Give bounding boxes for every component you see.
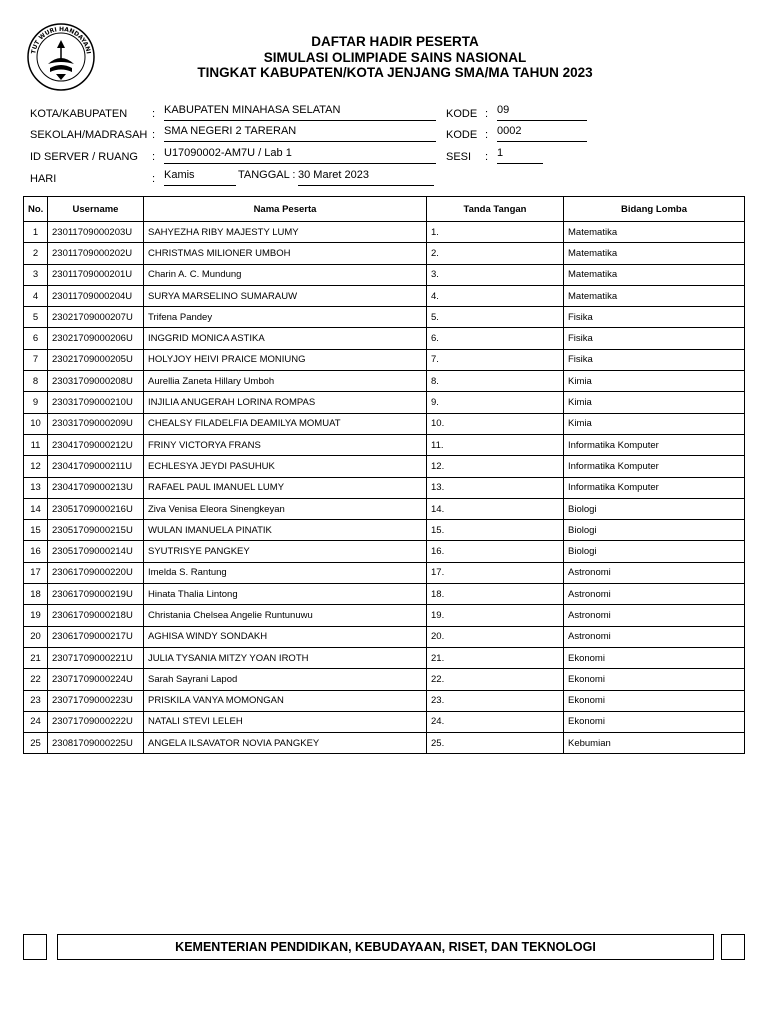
title-line-1: DAFTAR HADIR PESERTA — [311, 34, 479, 49]
cell-bidang-lomba: Informatika Komputer — [564, 434, 745, 455]
cell-tanda-tangan: 16. — [427, 541, 564, 562]
cell-tanda-tangan: 25. — [427, 733, 564, 754]
cell-bidang-lomba: Matematika — [564, 285, 745, 306]
cell-no: 8 — [24, 371, 48, 392]
cell-no: 10 — [24, 413, 48, 434]
cell-no: 9 — [24, 392, 48, 413]
table-row — [24, 349, 745, 370]
cell-username: 23071709000221U — [48, 647, 144, 668]
cell-bidang-lomba: Ekonomi — [564, 711, 745, 732]
cell-tanda-tangan: 5. — [427, 307, 564, 328]
header-nama-peserta: Nama Peserta — [144, 197, 427, 222]
cell-tanda-tangan: 21. — [427, 647, 564, 668]
tanggal-value: 30 Maret 2023 — [298, 169, 434, 186]
table-row — [24, 285, 745, 306]
cell-tanda-tangan: 8. — [427, 371, 564, 392]
cell-bidang-lomba: Biologi — [564, 498, 745, 519]
table-row — [24, 520, 745, 541]
table-row — [24, 690, 745, 711]
table-row — [24, 307, 745, 328]
kode2-value: 0002 — [497, 125, 587, 142]
footer-box-right — [721, 934, 745, 960]
cell-nama-peserta: Hinata Thalia Lintong — [144, 584, 427, 605]
cell-username: 23011709000204U — [48, 285, 144, 306]
cell-nama-peserta: RAFAEL PAUL IMANUEL LUMY — [144, 477, 427, 498]
cell-bidang-lomba: Ekonomi — [564, 647, 745, 668]
cell-nama-peserta: SAHYEZHA RIBY MAJESTY LUMY — [144, 222, 427, 243]
header-tanda-tangan: Tanda Tangan — [427, 197, 564, 222]
table-row — [24, 434, 745, 455]
cell-tanda-tangan: 17. — [427, 562, 564, 583]
cell-bidang-lomba: Astronomi — [564, 562, 745, 583]
colon: : — [152, 151, 156, 163]
cell-username: 23041709000212U — [48, 434, 144, 455]
cell-username: 23071709000224U — [48, 669, 144, 690]
cell-bidang-lomba: Fisika — [564, 328, 745, 349]
tanggal-label: TANGGAL : — [238, 169, 296, 181]
colon: : — [152, 129, 156, 141]
cell-username: 23081709000225U — [48, 733, 144, 754]
cell-tanda-tangan: 11. — [427, 434, 564, 455]
sekolah-value: SMA NEGERI 2 TARERAN — [164, 125, 436, 142]
cell-nama-peserta: ECHLESYA JEYDI PASUHUK — [144, 456, 427, 477]
cell-no: 24 — [24, 711, 48, 732]
table-row — [24, 605, 745, 626]
cell-nama-peserta: Sarah Sayrani Lapod — [144, 669, 427, 690]
cell-nama-peserta: AGHISA WINDY SONDAKH — [144, 626, 427, 647]
cell-tanda-tangan: 3. — [427, 264, 564, 285]
cell-tanda-tangan: 13. — [427, 477, 564, 498]
cell-tanda-tangan: 7. — [427, 349, 564, 370]
cell-tanda-tangan: 24. — [427, 711, 564, 732]
cell-nama-peserta: HOLYJOY HEIVI PRAICE MONIUNG — [144, 349, 427, 370]
cell-tanda-tangan: 14. — [427, 498, 564, 519]
cell-no: 7 — [24, 349, 48, 370]
table-row — [24, 498, 745, 519]
header-bidang-lomba: Bidang Lomba — [564, 197, 745, 222]
cell-bidang-lomba: Fisika — [564, 307, 745, 328]
cell-username: 23011709000201U — [48, 264, 144, 285]
cell-no: 5 — [24, 307, 48, 328]
cell-nama-peserta: Charin A. C. Mundung — [144, 264, 427, 285]
cell-nama-peserta: SURYA MARSELINO SUMARAUW — [144, 285, 427, 306]
kode1-value: 09 — [497, 104, 587, 121]
table-row — [24, 477, 745, 498]
cell-bidang-lomba: Kimia — [564, 413, 745, 434]
colon: : — [485, 151, 489, 163]
cell-nama-peserta: INJILIA ANUGERAH LORINA ROMPAS — [144, 392, 427, 413]
cell-bidang-lomba: Astronomi — [564, 605, 745, 626]
kota-label: KOTA/KABUPATEN — [30, 108, 128, 120]
cell-bidang-lomba: Astronomi — [564, 584, 745, 605]
cell-username: 23031709000209U — [48, 413, 144, 434]
cell-nama-peserta: Trifena Pandey — [144, 307, 427, 328]
cell-no: 25 — [24, 733, 48, 754]
cell-username: 23051709000215U — [48, 520, 144, 541]
table-row — [24, 264, 745, 285]
footer-box-left — [23, 934, 47, 960]
cell-username: 23061709000218U — [48, 605, 144, 626]
title-line-2: SIMULASI OLIMPIADE SAINS NASIONAL — [263, 49, 527, 65]
cell-no: 1 — [24, 222, 48, 243]
cell-bidang-lomba: Informatika Komputer — [564, 456, 745, 477]
cell-bidang-lomba: Astronomi — [564, 626, 745, 647]
server-label: ID SERVER / RUANG — [30, 151, 138, 163]
cell-nama-peserta: FRINY VICTORYA FRANS — [144, 434, 427, 455]
table-row — [24, 711, 745, 732]
cell-username: 23071709000222U — [48, 711, 144, 732]
cell-nama-peserta: JULIA TYSANIA MITZY YOAN IROTH — [144, 647, 427, 668]
cell-username: 23041709000213U — [48, 477, 144, 498]
cell-no: 21 — [24, 647, 48, 668]
cell-no: 23 — [24, 690, 48, 711]
cell-no: 19 — [24, 605, 48, 626]
cell-tanda-tangan: 10. — [427, 413, 564, 434]
cell-no: 18 — [24, 584, 48, 605]
cell-bidang-lomba: Biologi — [564, 541, 745, 562]
cell-nama-peserta: SYUTRISYE PANGKEY — [144, 541, 427, 562]
cell-tanda-tangan: 2. — [427, 243, 564, 264]
hari-value: Kamis — [164, 169, 236, 186]
table-row — [24, 647, 745, 668]
svg-text:TUT WURI HANDAYANI: TUT WURI HANDAYANI — [30, 25, 92, 55]
kota-value: KABUPATEN MINAHASA SELATAN — [164, 104, 436, 121]
cell-no: 16 — [24, 541, 48, 562]
cell-bidang-lomba: Kimia — [564, 371, 745, 392]
table-row — [24, 562, 745, 583]
cell-bidang-lomba: Biologi — [564, 520, 745, 541]
title-line-3: TINGKAT KABUPATEN/KOTA JENJANG SMA/MA TAHUN 2023 — [197, 65, 593, 80]
cell-no: 14 — [24, 498, 48, 519]
table-row — [24, 413, 745, 434]
cell-no: 4 — [24, 285, 48, 306]
table-row — [24, 733, 745, 754]
info-row-hari — [30, 169, 600, 189]
table-row — [24, 392, 745, 413]
sesi-label: SESI — [446, 151, 472, 163]
cell-bidang-lomba: Ekonomi — [564, 669, 745, 690]
cell-username: 23041709000211U — [48, 456, 144, 477]
cell-username: 23031709000208U — [48, 371, 144, 392]
cell-nama-peserta: PRISKILA VANYA MOMONGAN — [144, 690, 427, 711]
cell-username: 23071709000223U — [48, 690, 144, 711]
cell-tanda-tangan: 4. — [427, 285, 564, 306]
table-row — [24, 222, 745, 243]
cell-username: 23031709000210U — [48, 392, 144, 413]
cell-no: 12 — [24, 456, 48, 477]
cell-bidang-lomba: Informatika Komputer — [564, 477, 745, 498]
cell-tanda-tangan: 20. — [427, 626, 564, 647]
cell-tanda-tangan: 22. — [427, 669, 564, 690]
cell-tanda-tangan: 19. — [427, 605, 564, 626]
cell-tanda-tangan: 1. — [427, 222, 564, 243]
document-titles — [130, 34, 660, 81]
footer-ministry: KEMENTERIAN PENDIDIKAN, KEBUDAYAAN, RISET, DAN TEKNOLOGI — [57, 934, 714, 960]
hari-label: HARI — [30, 173, 57, 185]
table-row — [24, 626, 745, 647]
cell-bidang-lomba: Kebumian — [564, 733, 745, 754]
table-row — [24, 669, 745, 690]
server-value: U17090002-AM7U / Lab 1 — [164, 147, 436, 164]
cell-bidang-lomba: Fisika — [564, 349, 745, 370]
cell-username: 23061709000220U — [48, 562, 144, 583]
cell-bidang-lomba: Matematika — [564, 222, 745, 243]
cell-bidang-lomba: Matematika — [564, 243, 745, 264]
cell-no: 6 — [24, 328, 48, 349]
cell-nama-peserta: Aurellia Zaneta Hillary Umboh — [144, 371, 427, 392]
sesi-value: 1 — [497, 147, 543, 164]
table-row — [24, 328, 745, 349]
cell-nama-peserta: INGGRID MONICA ASTIKA — [144, 328, 427, 349]
cell-username: 23061709000219U — [48, 584, 144, 605]
cell-username: 23011709000202U — [48, 243, 144, 264]
cell-tanda-tangan: 18. — [427, 584, 564, 605]
cell-tanda-tangan: 9. — [427, 392, 564, 413]
info-row-sekolah — [30, 125, 600, 145]
cell-nama-peserta: NATALI STEVI LELEH — [144, 711, 427, 732]
cell-username: 23061709000217U — [48, 626, 144, 647]
cell-no: 22 — [24, 669, 48, 690]
cell-nama-peserta: CHRISTMAS MILIONER UMBOH — [144, 243, 427, 264]
cell-nama-peserta: CHEALSY FILADELFIA DEAMILYA MOMUAT — [144, 413, 427, 434]
cell-tanda-tangan: 23. — [427, 690, 564, 711]
attendance-table — [23, 196, 745, 754]
cell-username: 23021709000207U — [48, 307, 144, 328]
kode1-label: KODE — [446, 108, 478, 120]
cell-username: 23051709000216U — [48, 498, 144, 519]
cell-tanda-tangan: 12. — [427, 456, 564, 477]
cell-nama-peserta: Imelda S. Rantung — [144, 562, 427, 583]
cell-username: 23021709000205U — [48, 349, 144, 370]
cell-tanda-tangan: 15. — [427, 520, 564, 541]
cell-username: 23051709000214U — [48, 541, 144, 562]
cell-bidang-lomba: Matematika — [564, 264, 745, 285]
table-row — [24, 371, 745, 392]
cell-no: 20 — [24, 626, 48, 647]
colon: : — [485, 129, 489, 141]
cell-bidang-lomba: Ekonomi — [564, 690, 745, 711]
cell-no: 3 — [24, 264, 48, 285]
cell-no: 17 — [24, 562, 48, 583]
cell-nama-peserta: Ziva Venisa Eleora Sinengkeyan — [144, 498, 427, 519]
cell-bidang-lomba: Kimia — [564, 392, 745, 413]
cell-no: 2 — [24, 243, 48, 264]
table-row — [24, 456, 745, 477]
table-header-row — [24, 197, 745, 222]
colon: : — [485, 108, 489, 120]
colon: : — [152, 108, 156, 120]
cell-no: 15 — [24, 520, 48, 541]
header-no: No. — [24, 197, 48, 222]
cell-no: 11 — [24, 434, 48, 455]
table-row — [24, 541, 745, 562]
cell-nama-peserta: Christania Chelsea Angelie Runtunuwu — [144, 605, 427, 626]
table-row — [24, 584, 745, 605]
table-row — [24, 243, 745, 264]
info-row-server — [30, 147, 600, 167]
cell-no: 13 — [24, 477, 48, 498]
colon: : — [152, 173, 156, 185]
tut-wuri-handayani-logo — [26, 22, 96, 92]
info-row-kota — [30, 104, 600, 124]
cell-username: 23021709000206U — [48, 328, 144, 349]
cell-nama-peserta: ANGELA ILSAVATOR NOVIA PANGKEY — [144, 733, 427, 754]
header-username: Username — [48, 197, 144, 222]
cell-tanda-tangan: 6. — [427, 328, 564, 349]
sekolah-label: SEKOLAH/MADRASAH — [30, 129, 148, 141]
kode2-label: KODE — [446, 129, 478, 141]
cell-nama-peserta: WULAN IMANUELA PINATIK — [144, 520, 427, 541]
cell-username: 23011709000203U — [48, 222, 144, 243]
